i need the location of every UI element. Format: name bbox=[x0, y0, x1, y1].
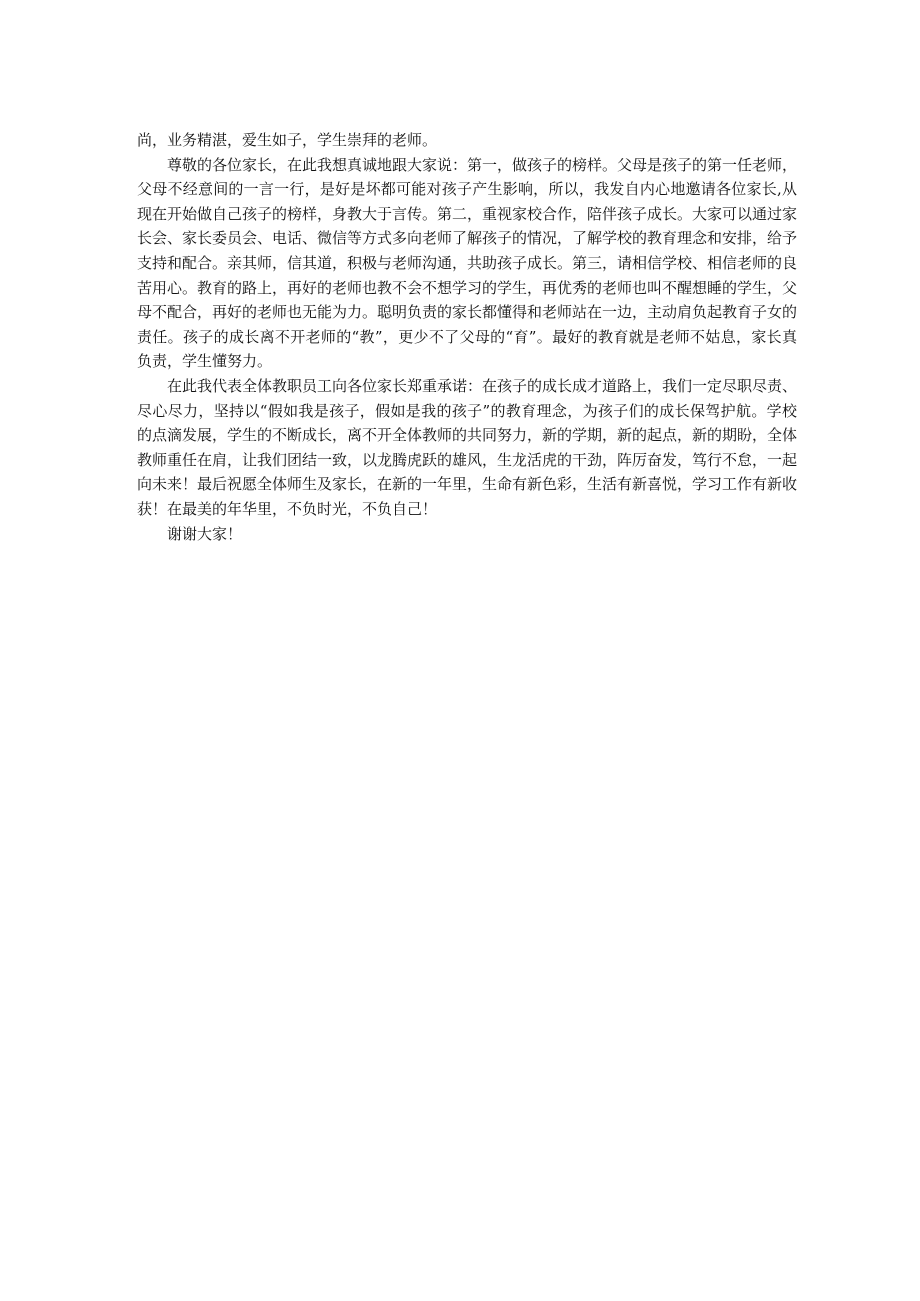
speech-text bbox=[137, 128, 797, 546]
paragraph-staff-pledge: 在此我代表全体教职员工向各位家长郑重承诺：在孩子的成长成才道路上，我们一定尽职尽责、尽心尽力，坚持以“假如我是孩子，假如是我的孩子”的教育理念，为孩子们的成长保驾护航。学校的点滴发展，学生的不断成长，离不开全体教师的共同努力，新的学期，新的起点，新的期盼，全体教师重任在肩，让我们团结一致，以龙腾虎跃的雄风，生龙活虎的干劲，阵厉奋发，笃行不怠，一起向未来！最后祝愿全体师生及家长，在新的一年里，生命有新色彩，生活有新喜悦，学习工作有新收获！在最美的年华里，不负时光，不负自己！ bbox=[137, 376, 798, 518]
paragraph-parents-advice: 尊敬的各位家长，在此我想真诚地跟大家说：第一，做孩子的榜样。父母是孩子的第一任老师，父母不经意间的一言一行，是好是坏都可能对孩子产生影响，所以，我发自内心地邀请各位家长,从现在开始做自己孩子的榜样，身教大于言传。第二，重视家校合作，陪伴孩子成长。大家可以通过家长会、家长委员会、电话、微信等方式多向老师了解孩子的情况，了解学校的教育理念和安排，给予支持和配合。亲其师，信其道，积极与老师沟通，共助孩子成长。第三，请相信学校、相信老师的良苦用心。教育的路上，再好的老师也教不会不想学习的学生，再优秀的老师也叫不醒想睡的学生，父母不配合，再好的老师也无能为力。聪明负责的家长都懂得和老师站在一边，主动肩负起教育子女的责任。孩子的成长离不开老师的“教”，更少不了父母的“育”。最好的教育就是老师不姑息，家长真负责，学生懂努力。 bbox=[137, 155, 798, 371]
paragraph-continuation: 尚，业务精湛，爱生如子，学生崇拜的老师。 bbox=[137, 131, 438, 149]
paragraph-thanks: 谢谢大家！ bbox=[167, 524, 243, 543]
